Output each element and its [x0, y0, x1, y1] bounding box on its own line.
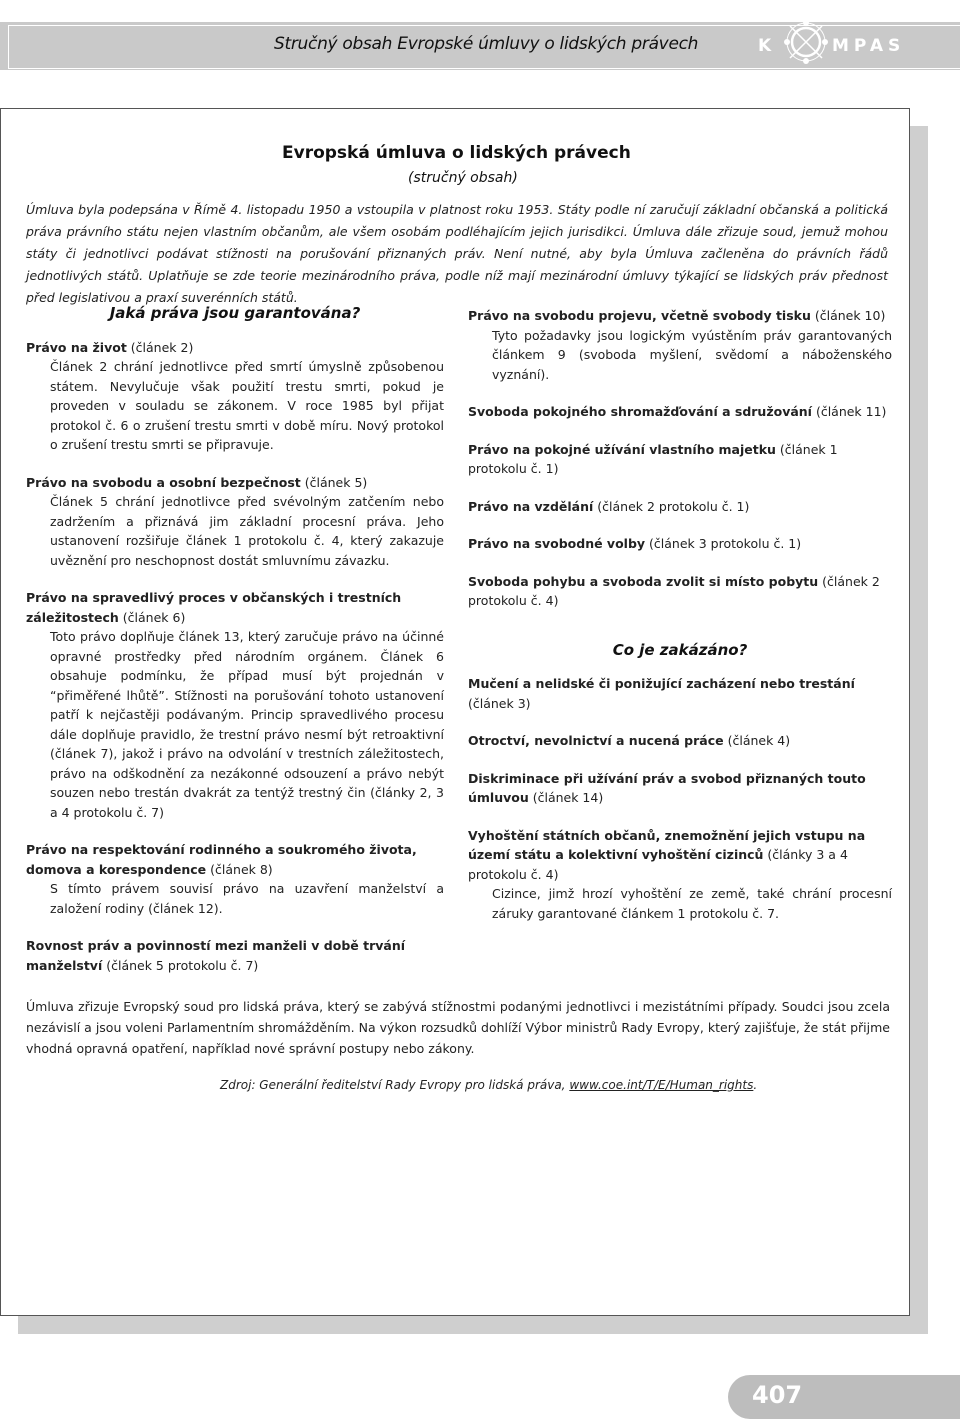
- block-article-ref: (článek 3 protokolu č. 1): [645, 536, 802, 551]
- rights-block: [468, 826, 892, 924]
- footer-paragraph: Úmluva zřizuje Evropský soud pro lidská práva, který se zabývá stížnostmi podanými jednotlivci i mezistátními případy. Soudci jsou zcela nezávislí a jsou voleni Parlamentním shromážděním. Na výkon rozsudků dohlíží Výbor ministrů Rady Evropy, který zajišťuje, že stát přijme vhodná opravná opatření, například nové správní postupy nebo zákony.: [26, 999, 890, 1056]
- block-title: [468, 497, 892, 517]
- rights-block: [468, 572, 892, 611]
- rights-block: [468, 534, 892, 554]
- source-line: [220, 1078, 757, 1092]
- block-title-bold: Svoboda pokojného shromažďování a sdružování: [468, 404, 812, 419]
- rights-block: [468, 769, 892, 808]
- block-article-ref: (článek 3): [468, 695, 531, 711]
- block-article-ref: (článek 10): [810, 308, 886, 323]
- block-article-ref: (články 3 a 4 protokolu č. 4): [468, 847, 848, 882]
- brand-logo: [744, 36, 954, 60]
- block-title: [468, 731, 892, 751]
- block-article-ref: (článek 14): [528, 790, 604, 805]
- block-article-ref: (článek 1 protokolu č. 1): [468, 441, 838, 476]
- block-title: [468, 769, 892, 808]
- rights-block: [468, 440, 892, 479]
- block-title: [26, 588, 444, 627]
- section-heading-guaranteed-rights: Jaká práva jsou garantována?: [109, 304, 361, 322]
- block-title-bold: Svoboda pohybu a svoboda zvolit si místo pobytu: [468, 573, 819, 589]
- brand-letter-k: K: [758, 36, 777, 56]
- block-article-ref: (článek 2 protokolu č. 4): [468, 573, 880, 608]
- block-title: [468, 826, 892, 885]
- brand-letters-mpas: MPAS: [832, 36, 906, 56]
- block-title: [468, 534, 892, 554]
- page-number: 407: [752, 1381, 803, 1409]
- block-title: [468, 572, 892, 611]
- document-subtitle: (stručný obsah): [408, 170, 518, 186]
- block-body: Toto právo doplňuje článek 13, který zaručuje právo na účinné opravné prostředky před národním orgánem. Článek 6 obsahuje podmínku, že případ musí být projednán v “přiměřené lhůtě”. Stížnosti na porušování tohoto ustanovení patří k nejčastěji podávaným. Princip spravedlivého procesu dále doplňuje pravidlo, že trestní právo nesmí být retroaktivní (článek 7), jakož i právo na odvolání v trestních záležitostech, právo na odškodnění za nezákonné odsouzení a právo nebýt souzen nebo trestán dvakrát za tentýž trestný čin (články 2, 3 a 4 protokolu č. 7): [50, 629, 444, 820]
- rights-block: [468, 402, 892, 422]
- rights-block: [468, 731, 892, 751]
- rights-block: [26, 840, 444, 918]
- block-article-ref: (článek 6): [118, 609, 186, 625]
- block-title-bold: Vyhoštění státních občanů, znemožnění jejich vstupu na území státu a kolektivní vyhoštění cizinců: [468, 827, 866, 862]
- block-article-ref: (článek 4): [723, 733, 791, 748]
- block-article-ref: (článek 2 protokolu č. 1): [593, 498, 750, 514]
- rights-block: [26, 338, 444, 455]
- block-title-bold: Mučení a nelidské či ponižující zacházení nebo trestání: [468, 676, 855, 691]
- source-suffix: .: [753, 1078, 758, 1092]
- block-title: [468, 674, 892, 713]
- block-title-bold: Právo na svobodu projevu, včetně svobody tisku: [468, 308, 811, 323]
- block-title: [468, 306, 892, 326]
- block-body: Tyto požadavky jsou logickým vyústěním práv garantovaných článkem 9 (svoboda myšlení, svědomí a náboženského vyznání).: [492, 327, 892, 382]
- block-title: [26, 338, 444, 358]
- header-title: Stručný obsah Evropské úmluvy o lidských právech: [274, 34, 699, 54]
- block-title: [26, 840, 444, 879]
- source-link[interactable]: www.coe.int/T/E/Human_rights: [569, 1078, 754, 1092]
- block-body: S tímto právem souvisí právo na uzavření manželství a založení rodiny (článek 12).: [50, 881, 444, 916]
- block-body: Článek 2 chrání jednotlivce před smrtí úmyslně způsobenou státem. Nevylučuje však použití trestu smrti, pokud je proveden v souladu se zákonem. V roce 1985 byl přijat protokol č. 6 o zrušení trestu smrti v době míru. Nový protokol o zrušení trestu smrti se připravuje.: [50, 359, 444, 452]
- block-title: [468, 440, 892, 479]
- block-article-ref: (článek 5): [300, 474, 368, 490]
- block-title-bold: Otroctví, nevolnictví a nucená práce: [468, 733, 724, 748]
- source-prefix: Zdroj: Generální ředitelství Rady Evropy pro lidská práva,: [220, 1078, 570, 1092]
- rights-block: [468, 497, 892, 517]
- block-title: [26, 936, 444, 975]
- block-title: [26, 473, 444, 493]
- intro-paragraph: Úmluva byla podepsána v Římě 4. listopadu 1950 a vstoupila v platnost roku 1953. Státy podle ní zaručují základní občanská a politická práva právního státu nejen vlastním občanům, ale všem osobám podléhajícím jejich jurisdikci. Úmluva dále zřizuje soud, jemuž mohou státy či jednotlivci podávat stížnosti na porušování přiznaných práv. Není nutné, aby byla Úmluva začleněna do právních řádů jednotlivých států. Uplatňuje se zde teorie mezinárodního práva, podle níž mají mezinárodní úmluvy týkající se lidských práv přednost před legislativou a praxí suverénních států.: [26, 202, 888, 305]
- block-article-ref: (článek 5 protokolu č. 7): [102, 957, 259, 973]
- section-heading-prohibited: Co je zakázáno?: [612, 640, 748, 659]
- block-title-bold: Právo na svobodu a osobní bezpečnost: [26, 474, 301, 490]
- block-article-ref: (článek 8): [206, 861, 273, 877]
- block-title-bold: Právo na spravedlivý proces v občanských i trestních záležitostech: [26, 590, 402, 625]
- block-title-bold: Právo na vzdělání: [468, 498, 594, 514]
- rights-block: [468, 306, 892, 384]
- document-title: Evropská úmluva o lidských právech: [282, 143, 631, 163]
- block-title-bold: Rovnost práv a povinností mezi manželi v době trvání manželství: [26, 938, 406, 973]
- block-title: [468, 402, 892, 422]
- right-column: [468, 306, 892, 941]
- block-article-ref: (článek 2): [126, 339, 194, 355]
- rights-block: [26, 473, 444, 571]
- left-column: [26, 304, 444, 993]
- block-title-bold: Diskriminace při užívání práv a svobod přiznaných touto úmluvou: [468, 770, 866, 805]
- block-article-ref: (článek 11): [811, 404, 887, 419]
- block-title-bold: Právo na svobodné volby: [468, 536, 646, 551]
- rights-block: [26, 936, 444, 975]
- compass-icon: [778, 14, 834, 70]
- page-number-badge: [728, 1375, 960, 1419]
- rights-block: [468, 674, 892, 713]
- block-body: Článek 5 chrání jednotlivce před svévolným zatčením nebo zadržením a přiznává jim základní procesní práva. Jeho ustanovení rozšiřuje článek 1 protokolu č. 4, který zakazuje uvěznění pro neschopnost dostát smluvnímu závazku.: [50, 494, 444, 568]
- block-body: Cizince, jimž hrozí vyhoštění ze země, také chrání procesní záruky garantované článkem 1 protokolu č. 7.: [492, 886, 892, 921]
- block-title-bold: Právo na pokojné užívání vlastního majetku: [468, 441, 776, 457]
- rights-block: [26, 588, 444, 822]
- block-title-bold: Právo na život: [26, 339, 127, 355]
- block-title-bold: Právo na respektování rodinného a soukromého života, domova a korespondence: [26, 842, 417, 877]
